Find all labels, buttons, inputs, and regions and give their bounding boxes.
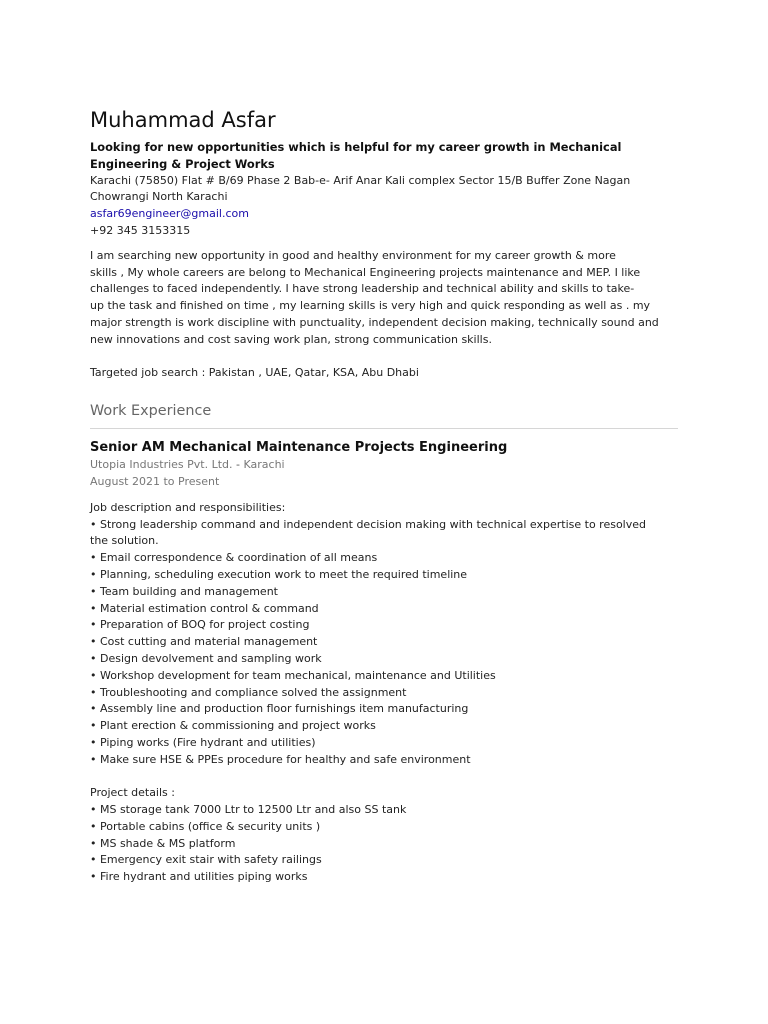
targeted-job-search: Targeted job search : Pakistan , UAE, Qatar, KSA, Abu Dhabi [90, 366, 419, 380]
summary-line: up the task and finished on time , my learning skills is very high and quick responding as well as . my [90, 299, 651, 313]
list-item: • Piping works (Fire hydrant and utilities) [90, 735, 316, 749]
job-location: Karachi [243, 458, 285, 472]
job-description [90, 500, 680, 886]
address-line: Chowrangi North Karachi [90, 190, 228, 204]
list-item: • Make sure HSE & PPEs procedure for healthy and safe environment [90, 752, 471, 766]
project-heading: Project details : [90, 786, 175, 800]
separator: - [232, 458, 244, 472]
list-item: • Assembly line and production floor furnishings item manufacturing [90, 702, 469, 716]
list-item: the solution. [90, 534, 159, 548]
summary-line: skills , My whole careers are belong to Mechanical Engineering projects maintenance and MEP. I like [90, 265, 641, 279]
headline-line: Engineering & Project Works [90, 156, 275, 171]
summary-line: challenges to faced independently. I have strong leadership and technical ability and skills to take- [90, 282, 635, 296]
job-entry [90, 439, 680, 886]
list-item: • Strong leadership command and independent decision making with technical expertise to resolved [90, 517, 646, 531]
list-item: • Fire hydrant and utilities piping works [90, 870, 308, 884]
email-row [90, 206, 680, 223]
company-row [90, 457, 680, 474]
company-name: Utopia Industries Pvt. Ltd. [90, 458, 233, 472]
job-title: Senior AM Mechanical Maintenance Projects Engineering [90, 440, 508, 456]
list-item: • Email correspondence & coordination of all means [90, 551, 378, 565]
list-item: • Workshop development for team mechanical, maintenance and Utilities [90, 668, 496, 682]
phone: +92 345 3153315 [90, 223, 191, 237]
list-item: • Team building and management [90, 584, 278, 598]
list-item: • Design devolvement and sampling work [90, 651, 322, 665]
list-item: • Preparation of BOQ for project costing [90, 618, 310, 632]
headline-line: Looking for new opportunities which is helpful for my career growth in Mechanical [90, 140, 622, 154]
list-item: • Troubleshooting and compliance solved the assignment [90, 685, 407, 699]
list-item: • Cost cutting and material management [90, 635, 318, 649]
section-title-work-experience: Work Experience [90, 401, 678, 429]
list-item: • Material estimation control & command [90, 601, 319, 615]
list-item: • Portable cabins (office & security units ) [90, 819, 321, 833]
list-item: • Plant erection & commissioning and project works [90, 719, 376, 733]
list-item: • MS shade & MS platform [90, 836, 236, 850]
job-dates: August 2021 to Present [90, 474, 220, 488]
spacer [90, 769, 680, 786]
contact-block [90, 173, 680, 240]
resume-page [90, 105, 680, 886]
spacer [90, 349, 680, 366]
list-item: • MS storage tank 7000 Ltr to 12500 Ltr and also SS tank [90, 803, 407, 817]
summary [90, 248, 680, 382]
headline [90, 139, 680, 173]
responsibilities-heading: Job description and responsibilities: [90, 500, 286, 514]
address-line: Karachi (75850) Flat # B/69 Phase 2 Bab-e- Arif Anar Kali complex Sector 15/B Buffer Zone Nagan [90, 173, 631, 187]
list-item: • Planning, scheduling execution work to meet the required timeline [90, 567, 468, 581]
summary-line: major strength is work discipline with punctuality, independent decision making, technically sound and [90, 315, 659, 329]
email-link[interactable]: asfar69engineer@gmail.com [90, 207, 249, 221]
candidate-name: Muhammad Asfar [90, 108, 276, 132]
list-item: • Emergency exit stair with safety railings [90, 853, 322, 867]
summary-line: I am searching new opportunity in good and healthy environment for my career growth & more [90, 248, 616, 262]
summary-line: new innovations and cost saving work plan, strong communication skills. [90, 332, 492, 346]
